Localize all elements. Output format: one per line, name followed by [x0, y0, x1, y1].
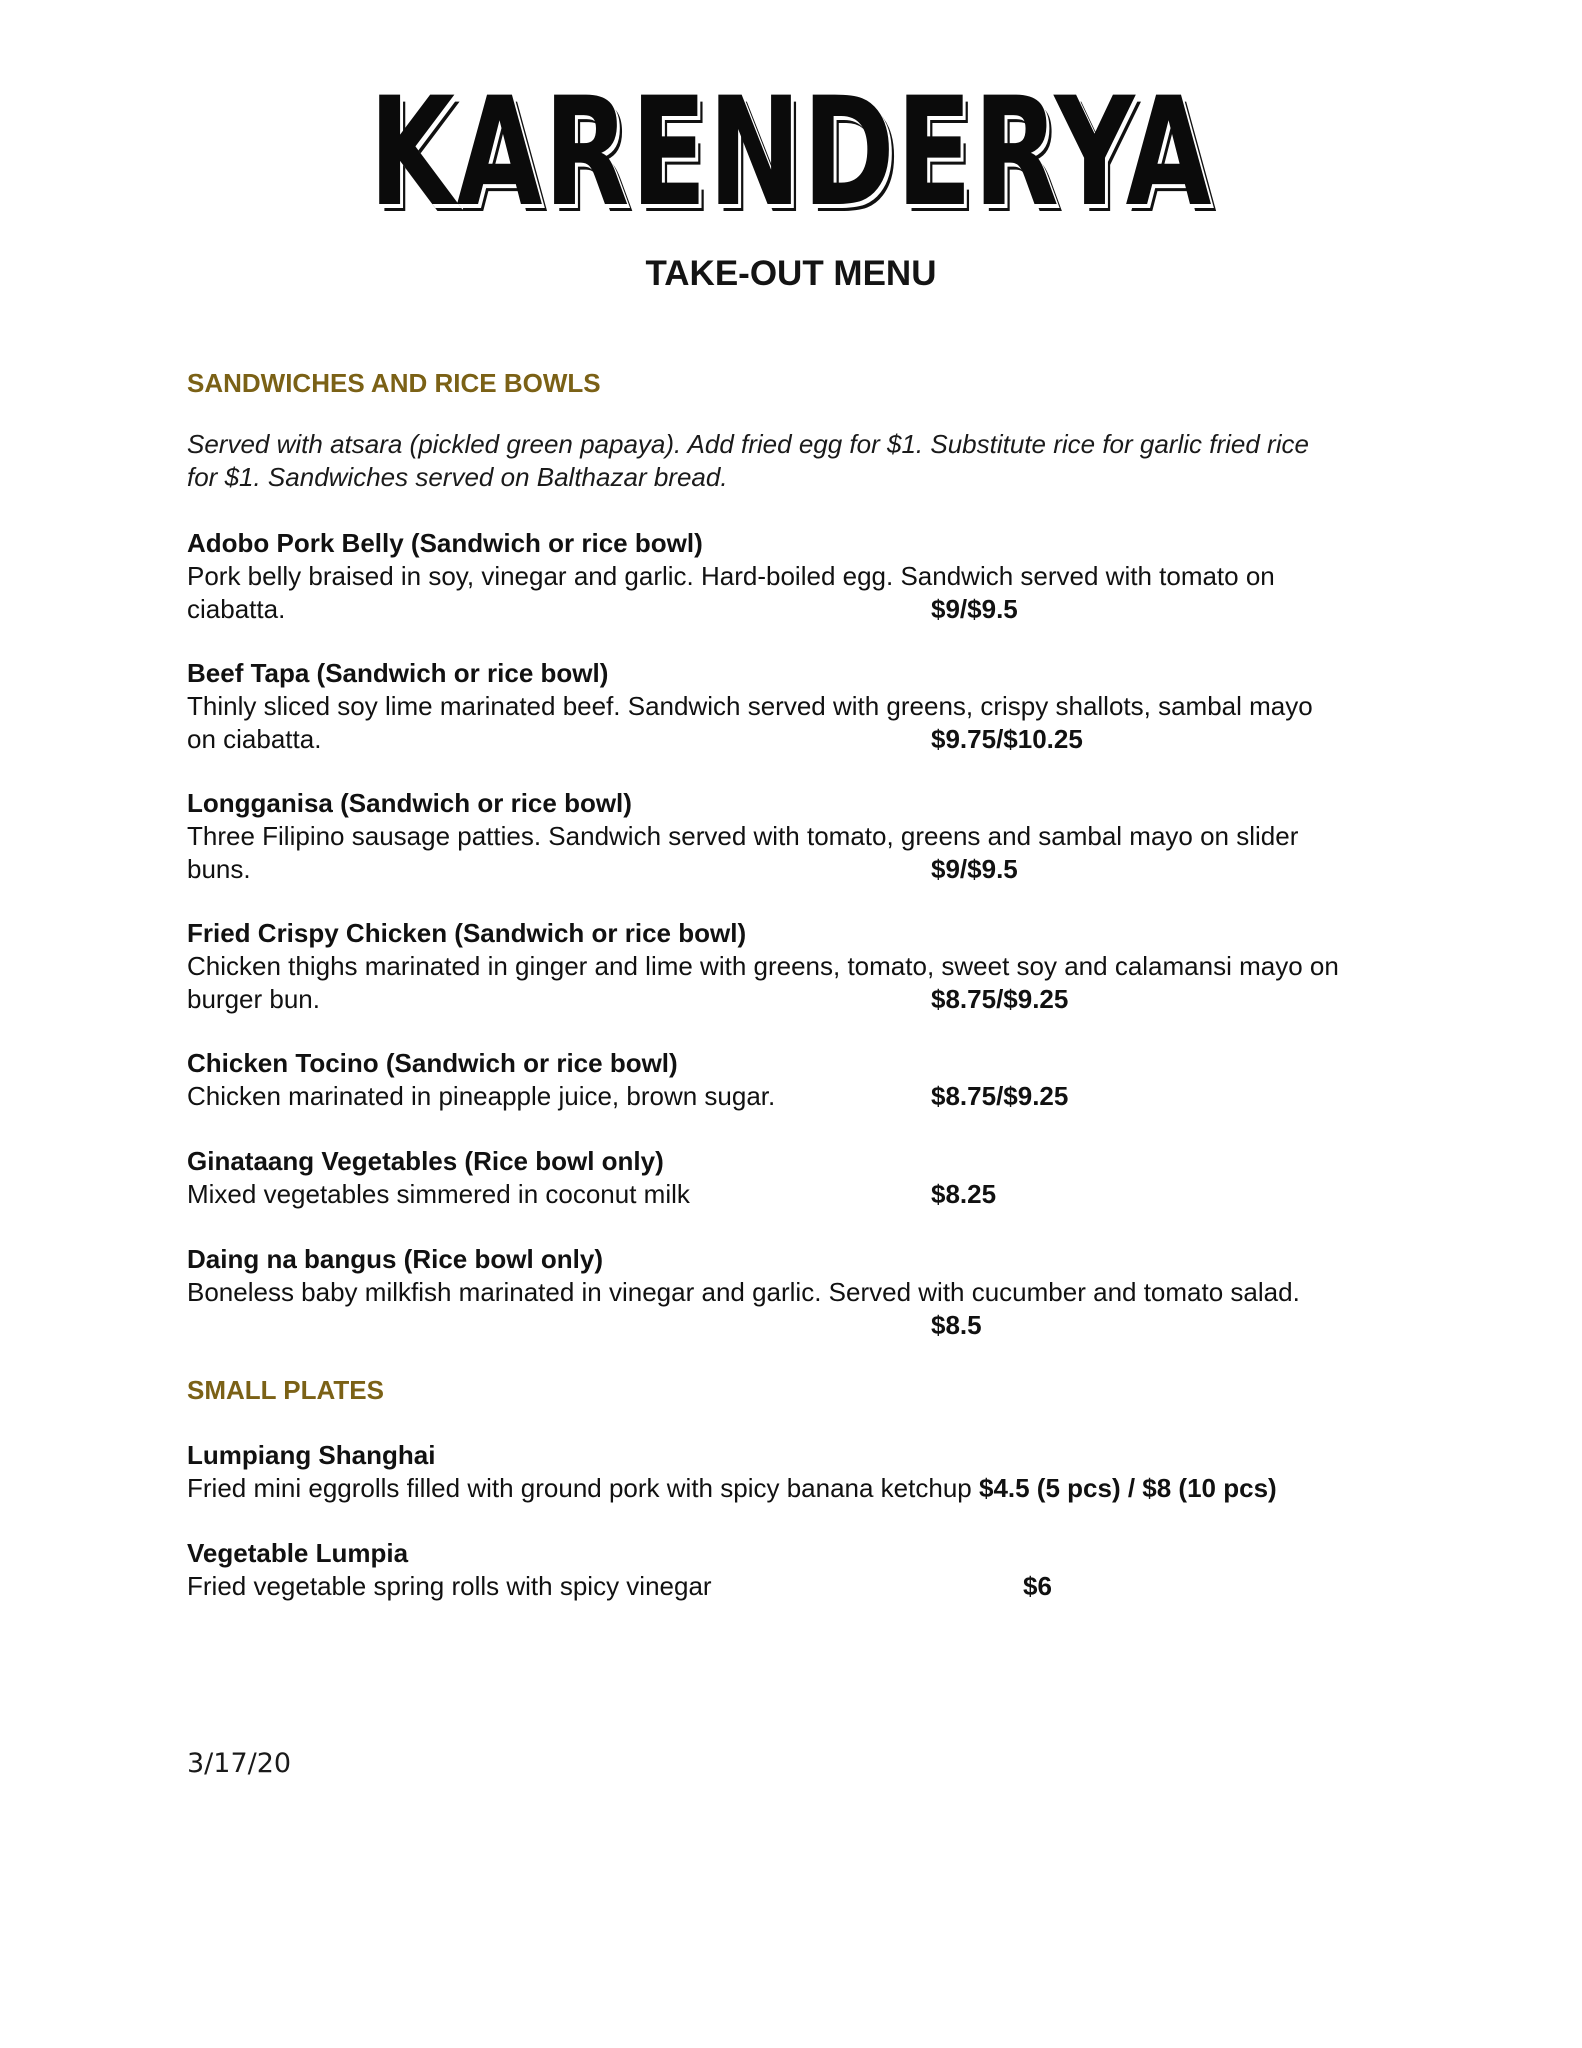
item-name: Ginataang Vegetables (Rice bowl only)	[187, 1146, 664, 1176]
item-description-text: Fried vegetable spring rolls with spicy vinegar	[187, 1571, 712, 1601]
karenderya-logo: KARENDERYA	[369, 66, 1213, 240]
item-description-text: Fried mini eggrolls filled with ground pork with spicy banana ketchup	[187, 1473, 972, 1503]
menu-item-ginataang-vegetables	[187, 1145, 1427, 1211]
intro-line: Served with atsara (pickled green papaya). Add fried egg for $1. Substitute rice for garlic fried rice	[187, 429, 1309, 459]
item-description: Pork belly braised in soy, vinegar and garlic. Hard-boiled egg. Sandwich served with tomato on	[187, 561, 1275, 591]
item-description-text: Chicken marinated in pineapple juice, brown sugar.	[187, 1081, 776, 1111]
item-price: $6	[1023, 1571, 1052, 1601]
item-description-cont: on ciabatta.	[187, 724, 322, 754]
item-name: Fried Crispy Chicken (Sandwich or rice bowl)	[187, 918, 747, 948]
item-description	[187, 983, 1427, 1016]
item-description-text: Mixed vegetables simmered in coconut milk	[187, 1179, 690, 1209]
item-description: Chicken thighs marinated in ginger and lime with greens, tomato, sweet soy and calamansi mayo on	[187, 951, 1339, 981]
item-name: Adobo Pork Belly (Sandwich or rice bowl)	[187, 528, 703, 558]
item-price: $8.75/$9.25	[931, 984, 1069, 1014]
item-price: $8.75/$9.25	[931, 1081, 1069, 1111]
item-name: Longganisa (Sandwich or rice bowl)	[187, 788, 632, 818]
item-description	[187, 593, 1427, 626]
item-description-cont: ciabatta.	[187, 594, 286, 624]
item-description-cont: burger bun.	[187, 984, 320, 1014]
section-heading-sandwiches: SANDWICHES AND RICE BOWLS	[187, 368, 601, 398]
section-intro	[187, 428, 1387, 494]
menu-item-fried-crispy-chicken	[187, 917, 1427, 1016]
item-description: Thinly sliced soy lime marinated beef. Sandwich served with greens, crispy shallots, sambal mayo	[187, 691, 1313, 721]
menu-item-lumpiang-shanghai	[187, 1439, 1427, 1505]
item-description	[187, 853, 1427, 886]
intro-line: for $1. Sandwiches served on Balthazar bread.	[187, 462, 728, 492]
menu-item-adobo-pork-belly	[187, 527, 1427, 626]
item-name: Beef Tapa (Sandwich or rice bowl)	[187, 658, 609, 688]
item-description: Three Filipino sausage patties. Sandwich served with tomato, greens and sambal mayo on slider	[187, 821, 1299, 851]
item-price: $9/$9.5	[931, 854, 1018, 884]
item-description	[187, 1080, 1427, 1113]
section-heading-small-plates: SMALL PLATES	[187, 1375, 384, 1405]
item-description	[187, 1178, 1427, 1211]
menu-item-vegetable-lumpia	[187, 1537, 1427, 1603]
item-description-cont: buns.	[187, 854, 251, 884]
menu-item-chicken-tocino	[187, 1047, 1427, 1113]
page-title: TAKE-OUT MENU	[645, 254, 937, 293]
item-price: $8.25	[931, 1179, 997, 1209]
item-name: Chicken Tocino (Sandwich or rice bowl)	[187, 1048, 678, 1078]
item-name: Daing na bangus (Rice bowl only)	[187, 1244, 604, 1274]
item-description	[187, 1570, 1427, 1603]
item-description	[187, 723, 1427, 756]
item-price: $4.5 (5 pcs) / $8 (10 pcs)	[978, 1473, 1277, 1503]
item-description: Boneless baby milkfish marinated in vinegar and garlic. Served with cucumber and tomato salad.	[187, 1277, 1300, 1307]
item-description	[187, 1472, 1427, 1505]
item-price: $9.75/$10.25	[931, 724, 1083, 754]
menu-item-longganisa	[187, 787, 1427, 886]
item-price: $8.5	[931, 1310, 982, 1340]
item-name: Vegetable Lumpia	[187, 1538, 409, 1568]
menu-date: 3/17/20	[187, 1748, 292, 1779]
item-name: Lumpiang Shanghai	[187, 1440, 436, 1470]
menu-item-daing-na-bangus	[187, 1243, 1427, 1340]
menu-item-beef-tapa	[187, 657, 1427, 756]
item-price: $9/$9.5	[931, 594, 1018, 624]
